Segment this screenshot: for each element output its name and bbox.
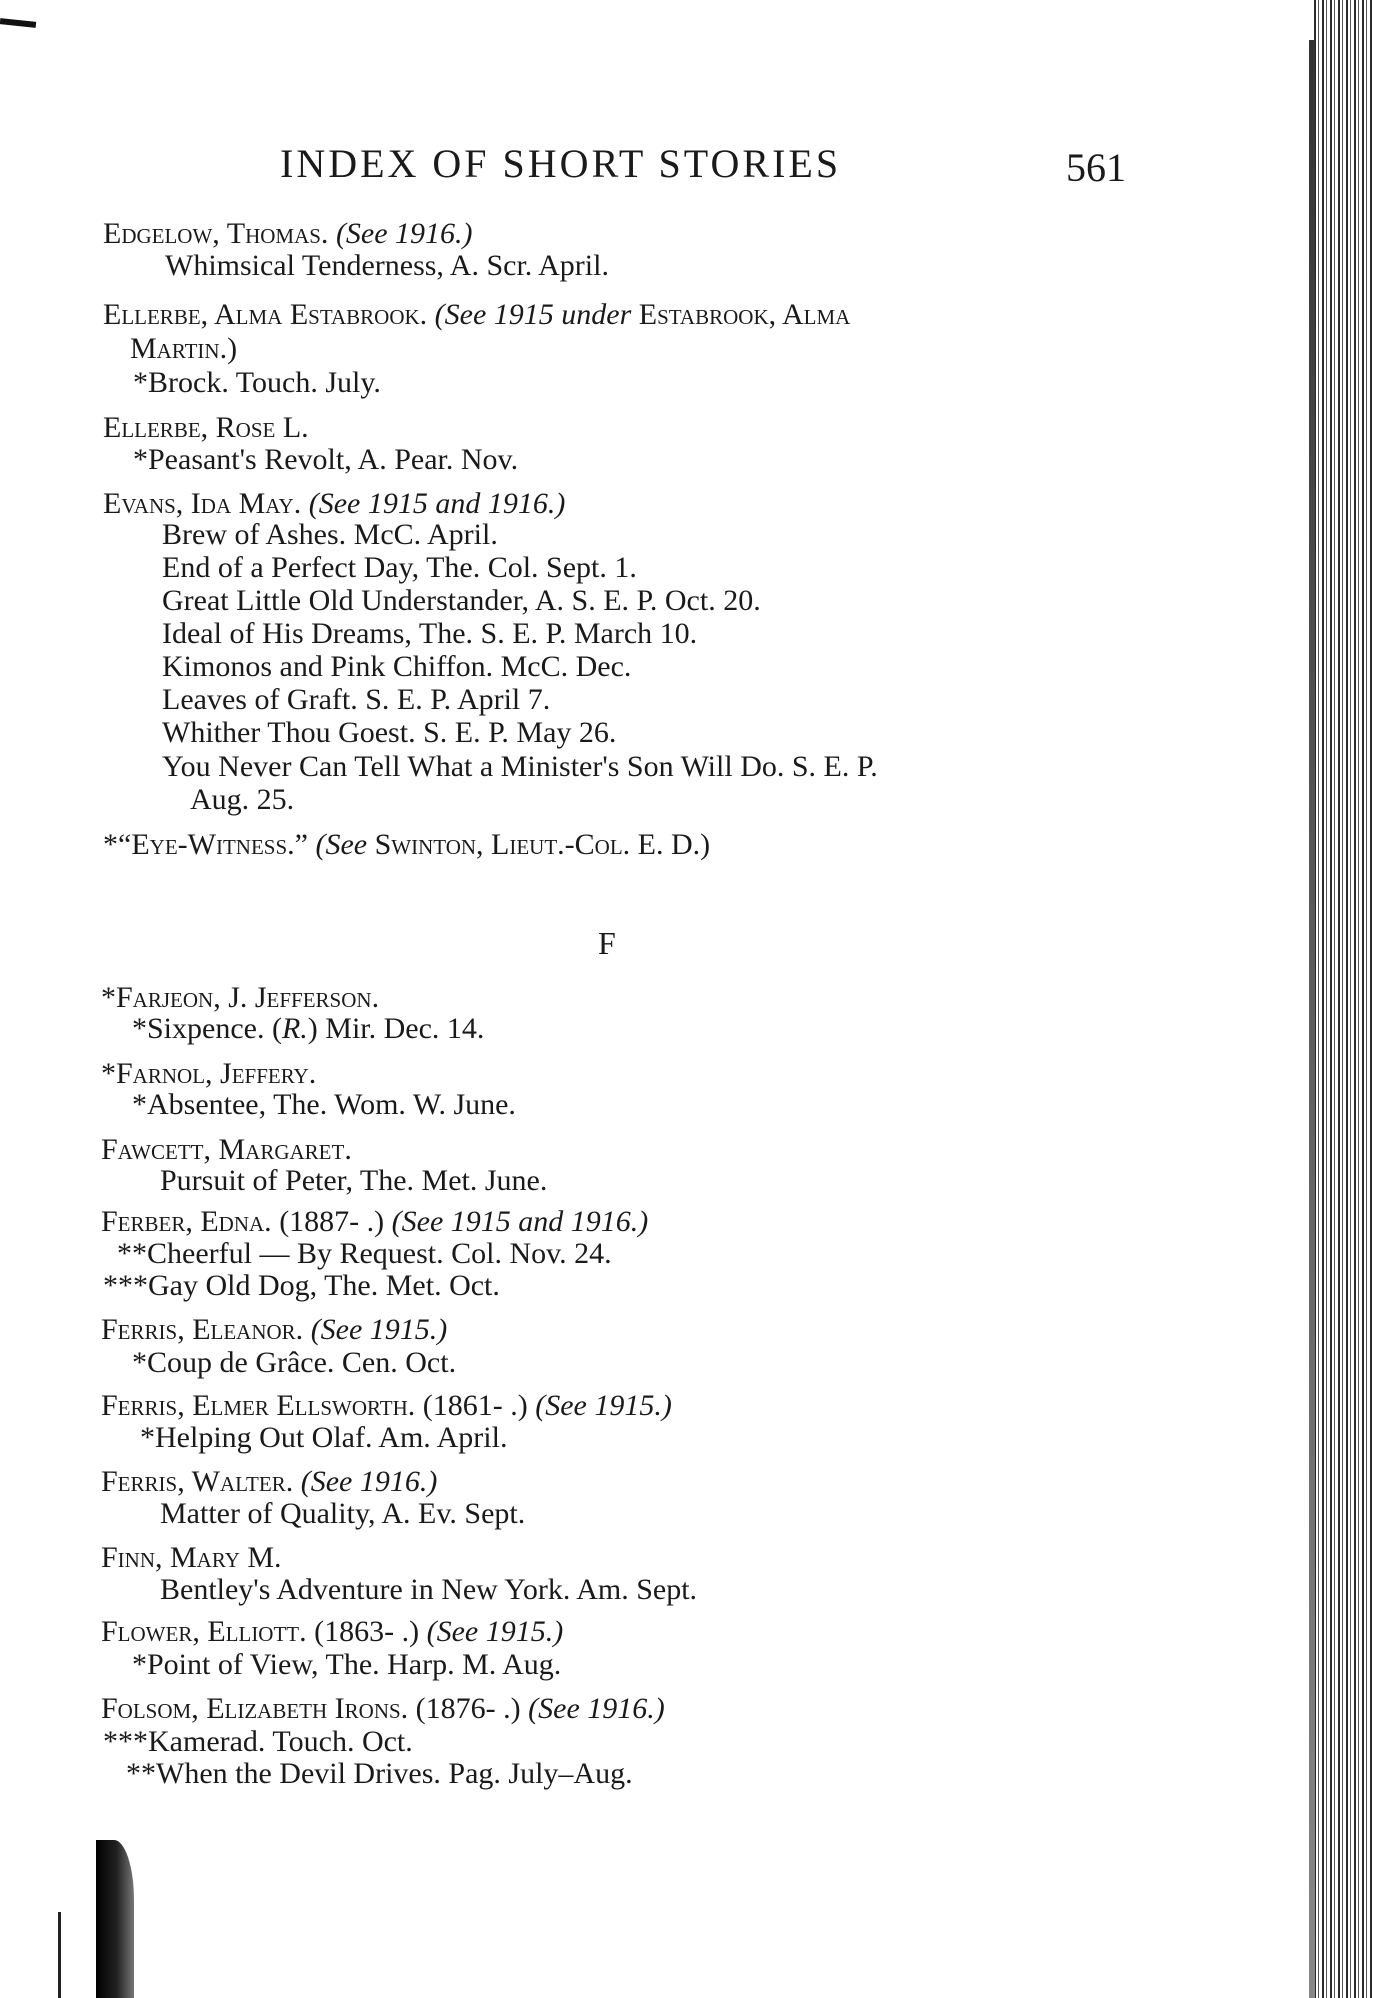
entry-author: Ferris, Elmer Ellsworth. (1861- .) (See 1915.) xyxy=(101,1389,672,1422)
entry-author: Fawcett, Margaret. xyxy=(101,1133,352,1166)
entry-story: You Never Can Tell What a Minister's Son Will Do. S. E. P. xyxy=(162,750,878,783)
entry-story: Ideal of His Dreams, The. S. E. P. March 10. xyxy=(162,617,698,650)
entry-story: ***Gay Old Dog, The. Met. Oct. xyxy=(103,1269,500,1302)
entry-cross-reference: *“Eye-Witness.” (See Swinton, Lieut.-Col. E. D.) xyxy=(103,828,711,861)
entry-story: Kimonos and Pink Chiffon. McC. Dec. xyxy=(162,650,632,683)
entry-story: *Coup de Grâce. Cen. Oct. xyxy=(132,1346,457,1379)
entry-story: **When the Devil Drives. Pag. July–Aug. xyxy=(126,1757,633,1790)
entry-author: Ellerbe, Alma Estabrook. (See 1915 under Estabrook, Alma xyxy=(103,298,851,331)
entry-story: Matter of Quality, A. Ev. Sept. xyxy=(160,1497,526,1530)
entry-story: End of a Perfect Day, The. Col. Sept. 1. xyxy=(162,551,637,584)
entry-story-continued: Aug. 25. xyxy=(190,783,295,816)
entry-author: *Farjeon, J. Jefferson. xyxy=(101,981,380,1014)
entry-author: Ellerbe, Rose L. xyxy=(103,411,309,444)
entry-story: *Brock. Touch. July. xyxy=(133,366,381,399)
entry-story: *Peasant's Revolt, A. Pear. Nov. xyxy=(133,443,519,476)
entry-story: *Point of View, The. Harp. M. Aug. xyxy=(132,1648,562,1681)
entry-story: Whimsical Tenderness, A. Scr. April. xyxy=(165,249,609,282)
entry-author: Ferris, Eleanor. (See 1915.) xyxy=(101,1313,448,1346)
entry-story: *Absentee, The. Wom. W. June. xyxy=(132,1088,516,1121)
entry-author: Ferris, Walter. (See 1916.) xyxy=(101,1465,438,1498)
entry-story: *Helping Out Olaf. Am. April. xyxy=(140,1421,508,1454)
entry-story: Bentley's Adventure in New York. Am. Sept. xyxy=(160,1573,698,1606)
entry-story: Great Little Old Understander, A. S. E. P. Oct. 20. xyxy=(162,584,761,617)
entry-story: *Sixpence. (R.) Mir. Dec. 14. xyxy=(132,1012,485,1045)
entry-author: Finn, Mary M. xyxy=(101,1541,282,1574)
page-title: INDEX OF SHORT STORIES xyxy=(280,141,842,186)
entry-author: Edgelow, Thomas. (See 1916.) xyxy=(103,217,473,250)
page-number: 561 xyxy=(1066,145,1126,190)
entry-author-continued: Martin.) xyxy=(130,332,238,365)
entry-story: Leaves of Graft. S. E. P. April 7. xyxy=(162,683,551,716)
entry-story: Whither Thou Goest. S. E. P. May 26. xyxy=(162,716,617,749)
entry-story: Pursuit of Peter, The. Met. June. xyxy=(160,1164,548,1197)
entry-author: *Farnol, Jeffery. xyxy=(101,1057,317,1090)
entry-author: Evans, Ida May. (See 1915 and 1916.) xyxy=(103,487,566,520)
entry-story: ***Kamerad. Touch. Oct. xyxy=(103,1725,413,1758)
entry-author: Folsom, Elizabeth Irons. (1876- .) (See 1916.) xyxy=(101,1692,665,1725)
entry-story: **Cheerful — By Request. Col. Nov. 24. xyxy=(117,1237,612,1270)
entry-story: Brew of Ashes. McC. April. xyxy=(162,518,498,551)
section-heading-letter: F xyxy=(598,925,616,961)
entry-author: Flower, Elliott. (1863- .) (See 1915.) xyxy=(101,1615,564,1648)
entry-author: Ferber, Edna. (1887- .) (See 1915 and 1916.) xyxy=(101,1205,649,1238)
